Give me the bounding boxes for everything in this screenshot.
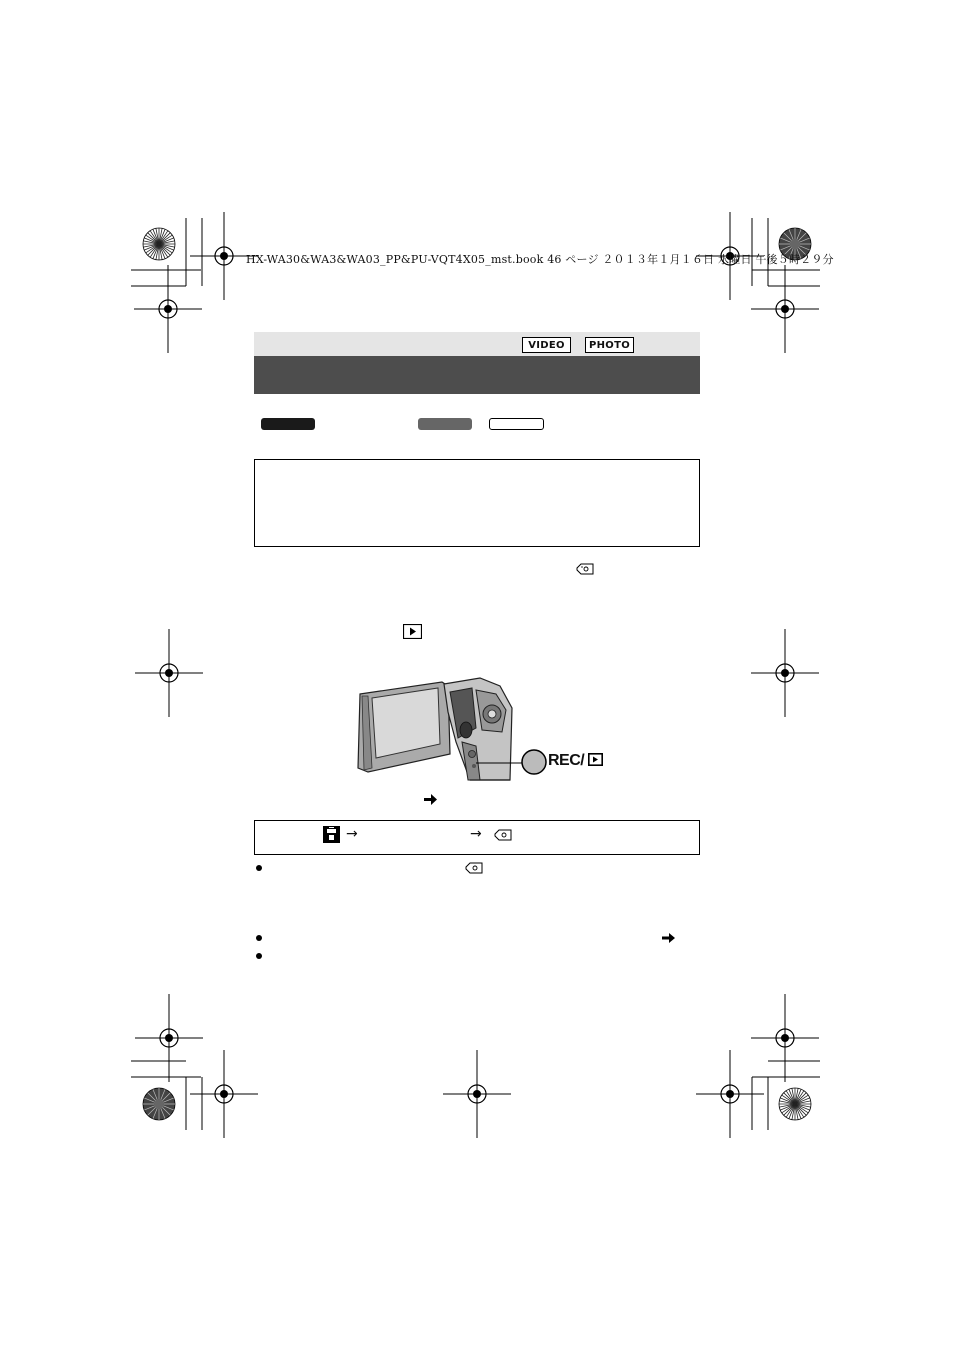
menu-icon xyxy=(323,826,340,843)
menu-arrow-1: → xyxy=(346,826,358,842)
play-icon xyxy=(588,753,603,766)
bullet-point xyxy=(256,953,262,959)
bullet-point xyxy=(256,865,262,871)
rec-play-button-label xyxy=(548,752,603,770)
rec-play-button-icon xyxy=(520,748,548,776)
model-badge-mid xyxy=(418,418,472,430)
model-badge-outline xyxy=(489,418,544,430)
bold-arrow-icon xyxy=(424,793,438,806)
touch-menu-icon xyxy=(494,829,514,842)
bold-arrow-icon xyxy=(662,932,676,944)
note-box xyxy=(254,459,700,547)
color-wheel-icon xyxy=(143,228,175,260)
bullet-point xyxy=(256,935,262,941)
menu-arrow-2: → xyxy=(470,826,482,842)
play-icon xyxy=(403,624,422,639)
touch-menu-icon xyxy=(465,862,485,875)
section-heading-bar xyxy=(254,356,700,394)
rec-label-text: REC/ xyxy=(548,752,585,769)
book-info-header: HX-WA30&WA3&WA03_PP&PU-VQT4X05_mst.book 46 ページ ２０１３年１月１６日 水曜日 午後５時２９分 xyxy=(246,253,834,266)
touch-menu-icon xyxy=(576,563,596,577)
video-mode-badge: VIDEO xyxy=(522,337,571,353)
color-wheel-icon xyxy=(779,1088,811,1120)
model-badge-dark xyxy=(261,418,315,430)
photo-mode-badge: PHOTO xyxy=(585,337,634,353)
color-wheel-icon xyxy=(143,1088,175,1120)
